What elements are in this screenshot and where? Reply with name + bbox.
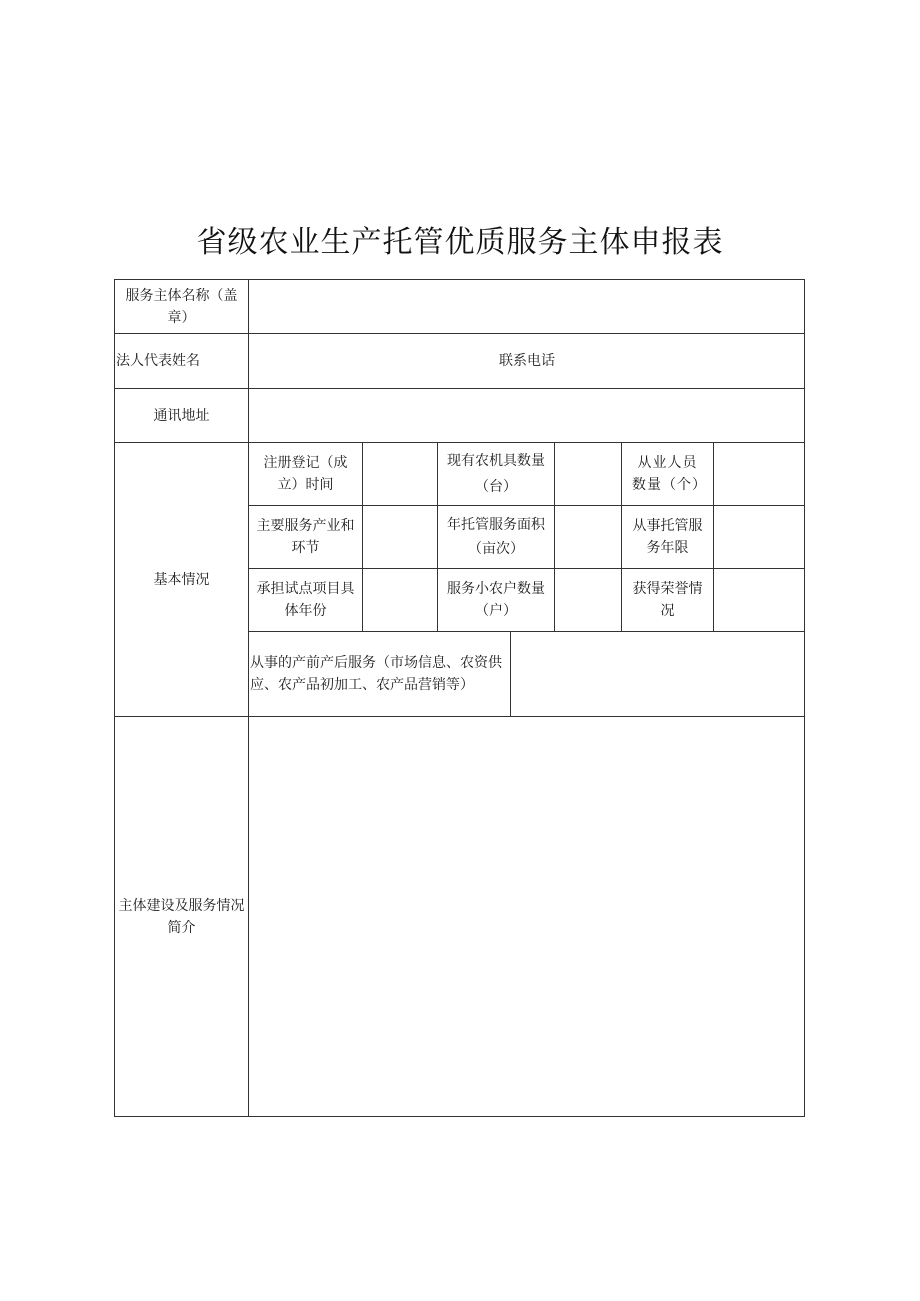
entity-name-field[interactable] xyxy=(249,280,805,333)
application-form-table xyxy=(114,279,805,1117)
address-label: 通讯地址 xyxy=(153,407,210,424)
service-years-field[interactable] xyxy=(714,506,805,568)
smallholders-label: 服务小农户数量（户） xyxy=(447,581,545,619)
service-years-label: 从事托管服务年限 xyxy=(632,518,703,556)
registration-date-field[interactable] xyxy=(363,443,437,505)
registration-date-label: 注册登记（成立）时间 xyxy=(263,455,348,493)
address-field[interactable] xyxy=(249,389,805,442)
smallholders-field[interactable] xyxy=(555,569,621,631)
legal-rep-label: 法人代表姓名 xyxy=(116,353,200,369)
staff-count-field[interactable] xyxy=(714,443,805,505)
summary-field[interactable] xyxy=(249,717,805,1117)
entity-name-label: 服务主体名称（盖章） xyxy=(125,287,238,326)
machinery-count-label: 现有农机具数量（台） xyxy=(447,453,545,495)
annual-area-field[interactable] xyxy=(555,506,621,568)
summary-label: 主体建设及服务情况简介 xyxy=(118,898,245,936)
pilot-project-field[interactable] xyxy=(363,569,437,631)
contact-phone-label: 联系电话 xyxy=(499,353,555,369)
page-title: 省级农业生产托管优质服务主体申报表 xyxy=(196,225,724,260)
main-industry-label: 主要服务产业和环节 xyxy=(256,518,355,556)
honors-field[interactable] xyxy=(714,569,805,631)
machinery-count-field[interactable] xyxy=(555,443,621,505)
pre-post-service-field[interactable] xyxy=(511,632,805,716)
pilot-project-label: 承担试点项目具体年份 xyxy=(256,581,355,619)
annual-area-label: 年托管服务面积（亩次） xyxy=(447,517,545,557)
basic-info-label: 基本情况 xyxy=(153,571,210,588)
staff-count-label: 从业人员数量（个） xyxy=(632,455,707,493)
pre-post-service-label: 从事的产前产后服务（市场信息、农资供应、农产品初加工、农产品营销等） xyxy=(250,655,502,693)
main-industry-field[interactable] xyxy=(363,506,437,568)
honors-label: 获得荣誉情况 xyxy=(632,581,703,619)
